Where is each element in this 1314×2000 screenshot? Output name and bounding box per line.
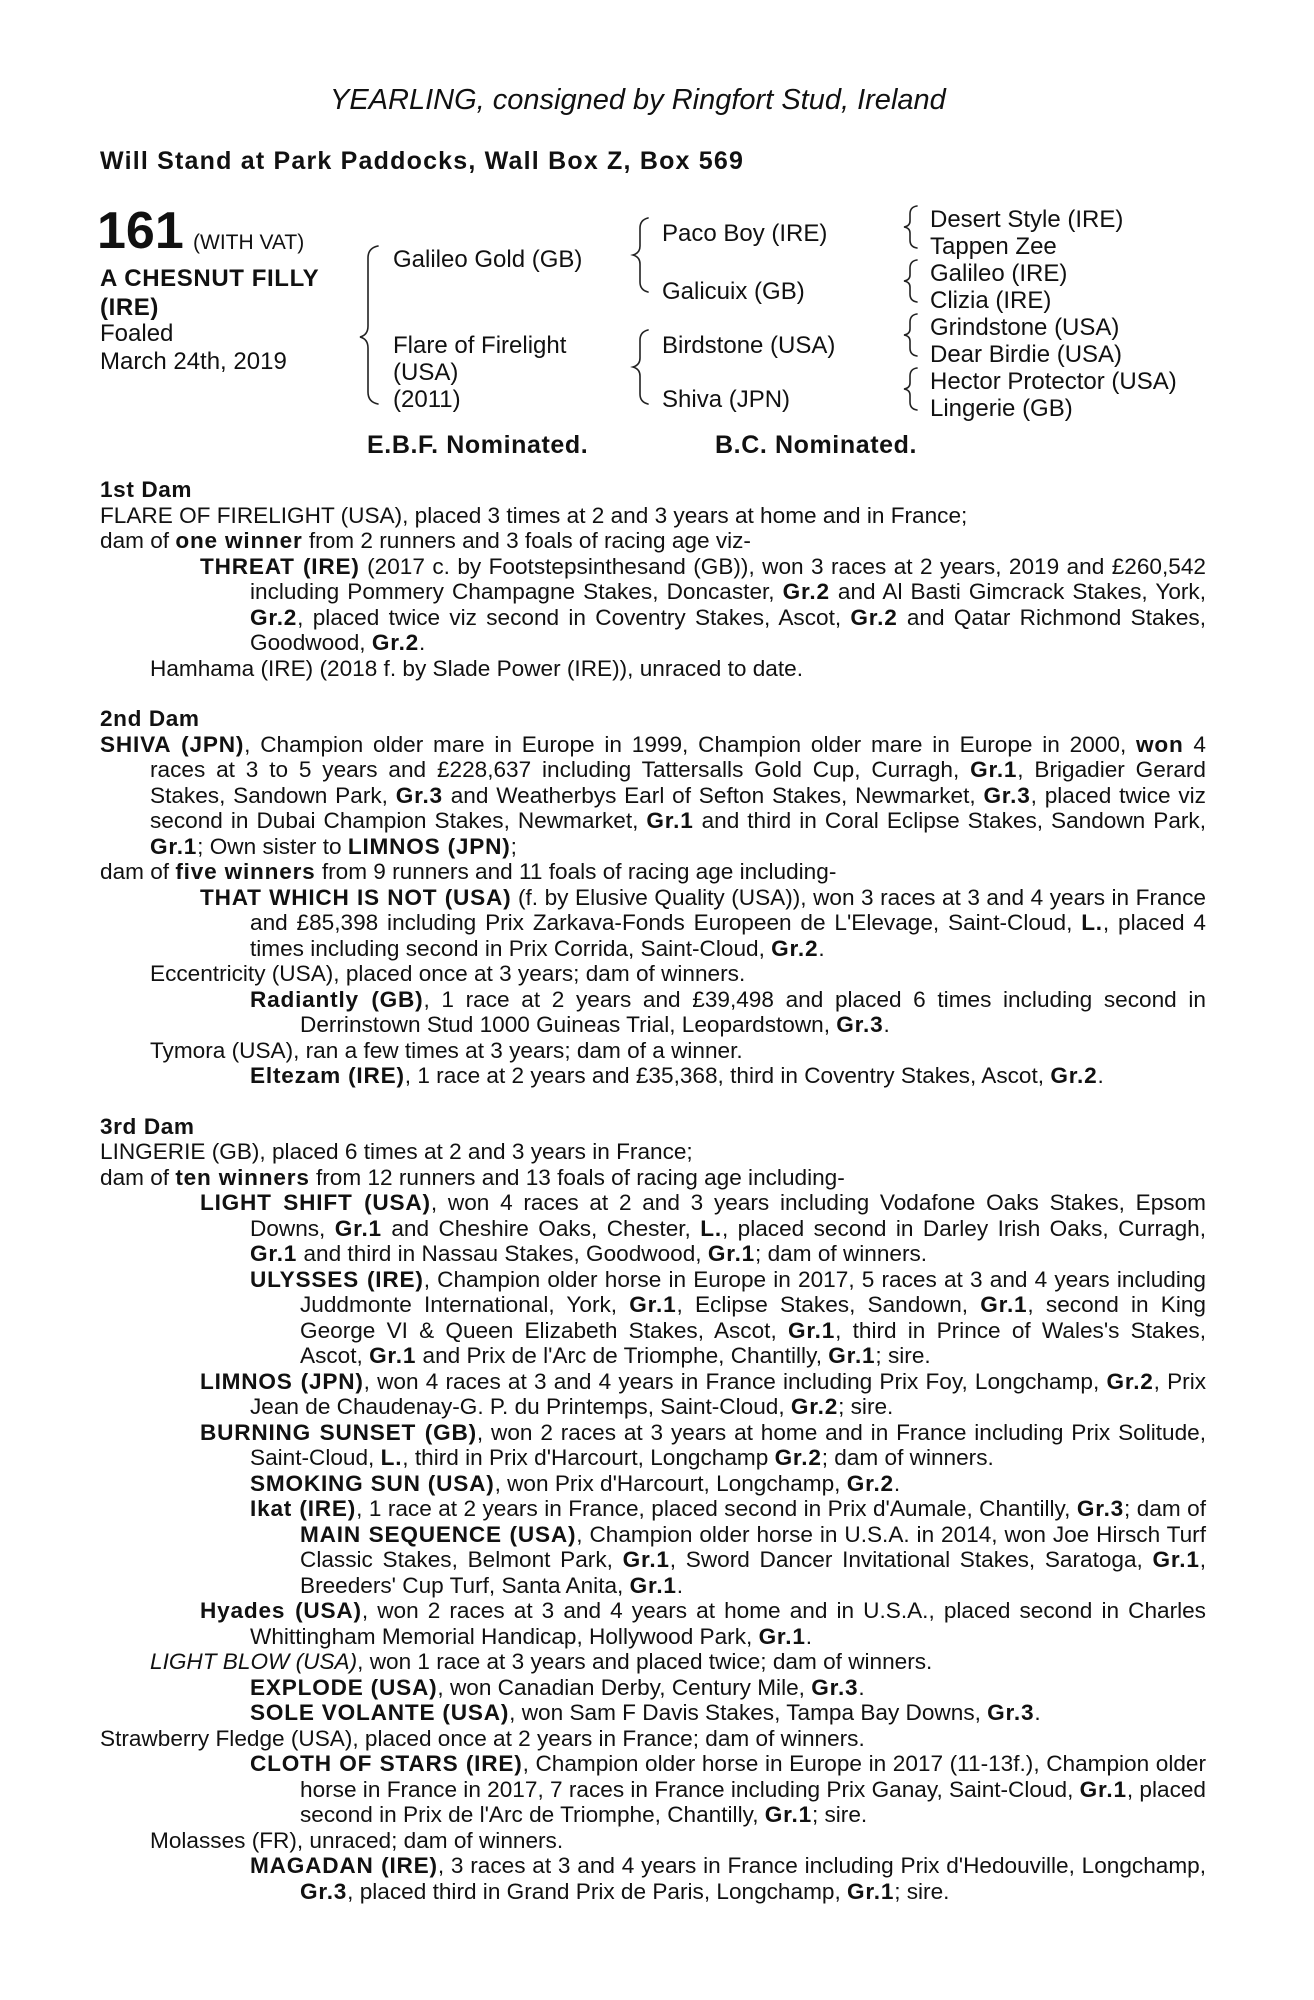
pedigree-details: [100, 477, 1206, 1904]
horse-name: MAIN SEQUENCE (USA): [300, 1521, 577, 1547]
horse-name: Hyades (USA): [200, 1598, 362, 1623]
pedigree-sire: Galileo Gold (GB): [393, 246, 583, 273]
pedigree-sire-sire: Paco Boy (IRE): [662, 220, 828, 247]
winner-count: one winner: [175, 528, 303, 553]
produce-entry-radiantly: [100, 987, 1206, 1038]
ebf-nominated: E.B.F. Nominated.: [367, 431, 589, 459]
produce-entry-limnos: [100, 1369, 1206, 1420]
pedigree-dam-dam: Shiva (JPN): [662, 386, 791, 413]
horse-name: Eltezam (IRE): [250, 1063, 405, 1088]
second-dam-produce-summary: [100, 859, 1206, 885]
grade: Gr.2: [846, 1470, 894, 1496]
produce-entry-hyades: [100, 1598, 1206, 1649]
text: , Champion older horse in Europe in 2017 (11-13f.), Champion older horse in France in 2017, 7 races in France including Prix Ganay, Saint-Cloud,: [300, 1751, 1207, 1802]
text: , won 4 races at 2 and 3 years including Vodafone Oaks Stakes, Epsom Downs,: [250, 1190, 1206, 1241]
text: , won Sam F Davis Stakes, Tampa Bay Downs,: [509, 1700, 988, 1725]
pedigree-sire-dam: Galicuix (GB): [662, 278, 805, 305]
produce-entry-explode: [100, 1675, 1206, 1701]
produce-entry-molasses: Molasses (FR), unraced; dam of winners.: [150, 1827, 564, 1853]
text: and third in Coral Eclipse Stakes, Sandown Park,: [693, 808, 1206, 833]
grade: Gr.3: [836, 1012, 884, 1037]
produce-entry-eccentricity: Eccentricity (USA), placed once at 3 years; dam of winners.: [150, 961, 746, 986]
produce-entry-eltezam: [100, 1063, 1206, 1089]
horse-name: LIGHT BLOW (USA): [150, 1649, 358, 1674]
grade: Gr.3: [395, 782, 443, 808]
produce-entry-strawberry-fledge: Strawberry Fledge (USA), placed once at 2 years in France; dam of winners.: [100, 1725, 865, 1751]
text: .: [419, 630, 426, 655]
pedigree-g3: Galileo (IRE): [930, 260, 1068, 287]
grade: L.: [380, 1445, 403, 1470]
grade: Gr.1: [764, 1802, 812, 1827]
lot-sex-line2: (IRE): [100, 294, 159, 321]
text: .: [1034, 1700, 1041, 1725]
text: , 1 race at 2 years in France, placed second in Prix d'Aumale, Chantilly,: [356, 1496, 1077, 1521]
pedigree-g5: Grindstone (USA): [930, 314, 1120, 341]
pedigree-dam-line2: (USA): [393, 359, 459, 386]
pedigree-g6: Dear Birdie (USA): [930, 341, 1123, 368]
produce-entry-sole-volante: [100, 1700, 1206, 1726]
first-dam-heading: 1st Dam: [100, 477, 193, 502]
foaled-label: Foaled: [100, 320, 174, 347]
pedigree-dam: [393, 332, 566, 413]
grade: Gr.2: [850, 604, 898, 630]
text: from 12 runners and 13 foals of racing age including-: [309, 1164, 845, 1190]
grade: Gr.3: [300, 1878, 348, 1904]
produce-entry-cloth-of-stars: [100, 1751, 1206, 1828]
text: , 1 race at 2 years and £39,498 and placed 6 times including second in Derrinstown Stud 1000 Guineas Trial, Leopardstown,: [300, 986, 1206, 1037]
grade: Gr.1: [1079, 1776, 1127, 1802]
grade: Gr.1: [629, 1292, 677, 1317]
text: , won 2 races at 3 years at home and in France including Prix Solitude, Saint-Cloud,: [250, 1419, 1206, 1470]
grade: Gr.1: [707, 1241, 756, 1266]
pedigree-dam-line1: Flare of Firelight: [393, 332, 567, 359]
produce-entry-ulysses: [100, 1267, 1206, 1369]
first-dam-produce-summary: [100, 528, 1206, 554]
foaled-date: March 24th, 2019: [100, 348, 287, 375]
horse-name: SHIVA (JPN): [100, 731, 245, 757]
text: .: [893, 1470, 901, 1496]
text: , third in Prix d'Harcourt, Longchamp: [402, 1445, 775, 1470]
grade: Gr.3: [987, 1700, 1035, 1725]
text: (f. by Elusive Quality (USA)), won 3 races at 3 and 4 years in France and £85,398 including Prix Zarkava-Fonds Europeen de L'Elevage, Saint-Cloud,: [250, 884, 1206, 935]
lot-sex-line1: A CHESNUT FILLY: [100, 265, 320, 292]
text: , won 2 races at 3 and 4 years at home and in U.S.A., placed second in Charles Whittingham Memorial Handicap, Hollywood Park,: [250, 1598, 1206, 1649]
pedigree-g2: Tappen Zee: [930, 233, 1057, 260]
grade: Gr.2: [371, 630, 420, 655]
text: .: [883, 1012, 890, 1037]
grade: Gr.3: [983, 782, 1031, 808]
text: dam of: [100, 859, 176, 884]
text: ; sire.: [875, 1343, 931, 1368]
text: ; sire.: [838, 1394, 894, 1419]
grade: Gr.2: [774, 1445, 822, 1470]
horse-name: LIMNOS (JPN): [347, 833, 511, 859]
grade: Gr.1: [150, 833, 198, 859]
horse-name: Radiantly (GB): [250, 986, 424, 1012]
grade: Gr.1: [980, 1292, 1028, 1317]
grade: Gr.2: [250, 604, 298, 630]
g-brace-4: [904, 368, 917, 410]
text: , 3 races at 3 and 4 years in France including Prix d'Hedouville, Longchamp,: [437, 1853, 1206, 1878]
text: , placed second in Darley Irish Oaks, Curragh,: [721, 1215, 1206, 1241]
text: ; dam of winners.: [755, 1241, 928, 1266]
text: , Prix Jean de Chaudenay-G. P. du Printemps, Saint-Cloud,: [250, 1368, 1207, 1419]
text: .: [858, 1674, 865, 1700]
text: ; Own sister to: [197, 833, 348, 859]
grade: Gr.1: [250, 1241, 298, 1266]
text: , won Canadian Derby, Century Mile,: [437, 1674, 812, 1700]
text: , placed second in Prix de l'Arc de Triomphe, Chantilly,: [300, 1776, 1206, 1827]
first-dam-intro: FLARE OF FIRELIGHT (USA), placed 3 times at 2 and 3 years at home and in France;: [100, 502, 968, 528]
text: ;: [510, 833, 517, 859]
text: (2017 c. by Footstepsinthesand (GB)), won 3 races at 2 years, 2019 and £260,542 including Pommery Champagne Stakes, Doncaster,: [250, 553, 1206, 604]
horse-name: LIGHT SHIFT (USA): [200, 1190, 431, 1215]
text: and Weatherbys Earl of Sefton Stakes, Newmarket,: [442, 782, 984, 808]
produce-entry-burning-sunset: [100, 1420, 1206, 1471]
horse-name: Ikat (IRE): [250, 1496, 357, 1521]
horse-name: MAGADAN (IRE): [250, 1853, 438, 1878]
pedigree-g7: Hector Protector (USA): [930, 368, 1177, 395]
g-brace-3: [904, 314, 917, 356]
horse-name: SOLE VOLANTE (USA): [250, 1700, 510, 1725]
text: , Sword Dancer Invitational Stakes, Saratoga,: [669, 1547, 1153, 1572]
text: and Al Basti Gimcrack Stakes, York,: [829, 579, 1206, 604]
g-brace-2: [904, 260, 917, 302]
grade: Gr.1: [629, 1572, 677, 1598]
grade: Gr.1: [970, 757, 1018, 782]
text: and Prix de l'Arc de Triomphe, Chantilly,: [416, 1343, 829, 1368]
vat-note: (WITH VAT): [193, 231, 305, 254]
catalogue-subtitle: YEARLING, consigned by Ringfort Stud, Ireland: [330, 84, 946, 116]
grade: Gr.3: [1076, 1496, 1125, 1521]
grade: Gr.1: [847, 1878, 895, 1904]
grade: Gr.2: [782, 579, 830, 604]
produce-entry-light-blow: [100, 1649, 1206, 1675]
grade: Gr.1: [334, 1215, 382, 1241]
grade: L.: [700, 1215, 722, 1241]
third-dam-produce-summary: [100, 1165, 1206, 1191]
horse-name: BURNING SUNSET (GB): [200, 1419, 477, 1445]
grade: Gr.1: [646, 808, 694, 833]
text: dam of: [100, 528, 176, 553]
produce-entry-tymora: Tymora (USA), ran a few times at 3 years; dam of a winner.: [150, 1037, 743, 1063]
text: , won Prix d'Harcourt, Longchamp,: [494, 1470, 847, 1496]
horse-name: LIMNOS (JPN): [200, 1368, 364, 1394]
horse-name: CLOTH OF STARS (IRE): [250, 1751, 523, 1776]
grade: Gr.3: [811, 1674, 859, 1700]
text: and Cheshire Oaks, Chester,: [381, 1215, 701, 1241]
text: .: [676, 1572, 684, 1598]
text: ; dam of: [1124, 1496, 1206, 1521]
produce-entry-magadan: [100, 1853, 1206, 1904]
text: , 1 race at 2 years and £35,368, third in Coventry Stakes, Ascot,: [404, 1063, 1051, 1088]
lot-number: 161: [97, 202, 184, 260]
produce-entry-smoking-sun: [100, 1471, 1206, 1497]
second-dam-heading: 2nd Dam: [100, 706, 200, 731]
text: , Brigadier Gerard Stakes, Sandown Park,: [150, 757, 1206, 808]
horse-name: ULYSSES (IRE): [250, 1266, 424, 1292]
text: 4 races at 3 to 5 years and £228,637 including Tattersalls Gold Cup, Curragh,: [150, 731, 1206, 782]
pedigree-g4: Clizia (IRE): [930, 287, 1052, 314]
grade: Gr.2: [771, 935, 819, 961]
grade: Gr.1: [787, 1317, 836, 1343]
text: , Eclipse Stakes, Sandown,: [676, 1292, 981, 1317]
text: , Champion older horse in Europe in 2017, 5 races at 3 and 4 years including Juddmonte International, York,: [300, 1266, 1207, 1317]
text: , placed third in Grand Prix de Paris, Longchamp,: [347, 1878, 848, 1904]
text: ; dam of winners.: [821, 1445, 994, 1470]
horse-name: SMOKING SUN (USA): [250, 1470, 495, 1496]
grade: Gr.1: [758, 1623, 806, 1649]
pedigree-g8: Lingerie (GB): [930, 395, 1073, 422]
text: .: [1097, 1063, 1104, 1088]
pedigree-dam-sire: Birdstone (USA): [662, 332, 836, 359]
produce-entry-light-shift: [100, 1190, 1206, 1267]
text: won: [1136, 731, 1184, 757]
text: from 9 runners and 11 foals of racing age including-: [315, 859, 837, 884]
stand-location: Will Stand at Park Paddocks, Wall Box Z, Box 569: [100, 147, 745, 175]
text: .: [818, 935, 825, 961]
pedigree-dam-line3: (2011): [393, 386, 461, 413]
produce-entry-hamhama: Hamhama (IRE) (2018 f. by Slade Power (IRE)), unraced to date.: [150, 655, 803, 681]
horse-name: THREAT (IRE): [200, 553, 360, 579]
second-dam-intro: [100, 732, 1206, 860]
grade: Gr.1: [828, 1343, 876, 1368]
winner-count: ten winners: [175, 1164, 310, 1190]
text: , placed twice viz second in Coventry Stakes, Ascot,: [297, 604, 851, 630]
sire-dam-brace: [360, 246, 378, 404]
text: and third in Nassau Stakes, Goodwood,: [297, 1241, 708, 1266]
text: , won 4 races at 3 and 4 years in France including Prix Foy, Longchamp,: [363, 1368, 1107, 1394]
sire-line-brace: [633, 218, 648, 292]
grade: Gr.2: [790, 1394, 839, 1419]
text: , Champion older horse in U.S.A. in 2014, won Joe Hirsch Turf Classic Stakes, Belmont Park,: [300, 1521, 1206, 1572]
text: from 2 runners and 3 foals of racing age viz-: [302, 528, 751, 553]
text: , Breeders' Cup Turf, Santa Anita,: [300, 1547, 1206, 1598]
g-brace-1: [904, 206, 917, 248]
grade: Gr.1: [369, 1343, 417, 1368]
produce-entry-threat: [100, 554, 1206, 656]
text: , third in Prince of Wales's Stakes, Ascot,: [300, 1317, 1206, 1368]
horse-name: EXPLODE (USA): [250, 1674, 438, 1700]
text: and Qatar Richmond Stakes, Goodwood,: [250, 604, 1206, 655]
grade: Gr.2: [1106, 1368, 1154, 1394]
produce-entry-that-which-is-not: [100, 885, 1206, 962]
third-dam-intro: LINGERIE (GB), placed 6 times at 2 and 3 years in France;: [100, 1139, 693, 1164]
grade: L.: [1081, 910, 1103, 935]
grade: Gr.1: [622, 1547, 670, 1572]
text: ; sire.: [811, 1802, 868, 1827]
bc-nominated: B.C. Nominated.: [715, 431, 918, 459]
text: , second in King George VI & Queen Elizabeth Stakes, Ascot,: [300, 1292, 1206, 1343]
text: , placed 4 times including second in Prix Corrida, Saint-Cloud,: [250, 910, 1206, 961]
text: dam of: [100, 1164, 176, 1190]
text: ; sire.: [894, 1878, 950, 1904]
text: , won 1 race at 3 years and placed twice; dam of winners.: [357, 1649, 933, 1674]
third-dam-heading: 3rd Dam: [100, 1113, 195, 1139]
produce-entry-ikat: [100, 1496, 1206, 1598]
pedigree-g1: Desert Style (IRE): [930, 206, 1124, 233]
text: , placed twice viz second in Dubai Champion Stakes, Newmarket,: [150, 782, 1206, 833]
winner-count: five winners: [175, 859, 316, 884]
text: , Champion older mare in Europe in 1999, Champion older mare in Europe in 2000,: [244, 731, 1137, 757]
grade: Gr.1: [1152, 1547, 1200, 1572]
grade: Gr.2: [1050, 1063, 1098, 1088]
dam-line-brace: [633, 330, 648, 404]
text: .: [805, 1623, 813, 1649]
horse-name: THAT WHICH IS NOT (USA): [200, 884, 512, 910]
